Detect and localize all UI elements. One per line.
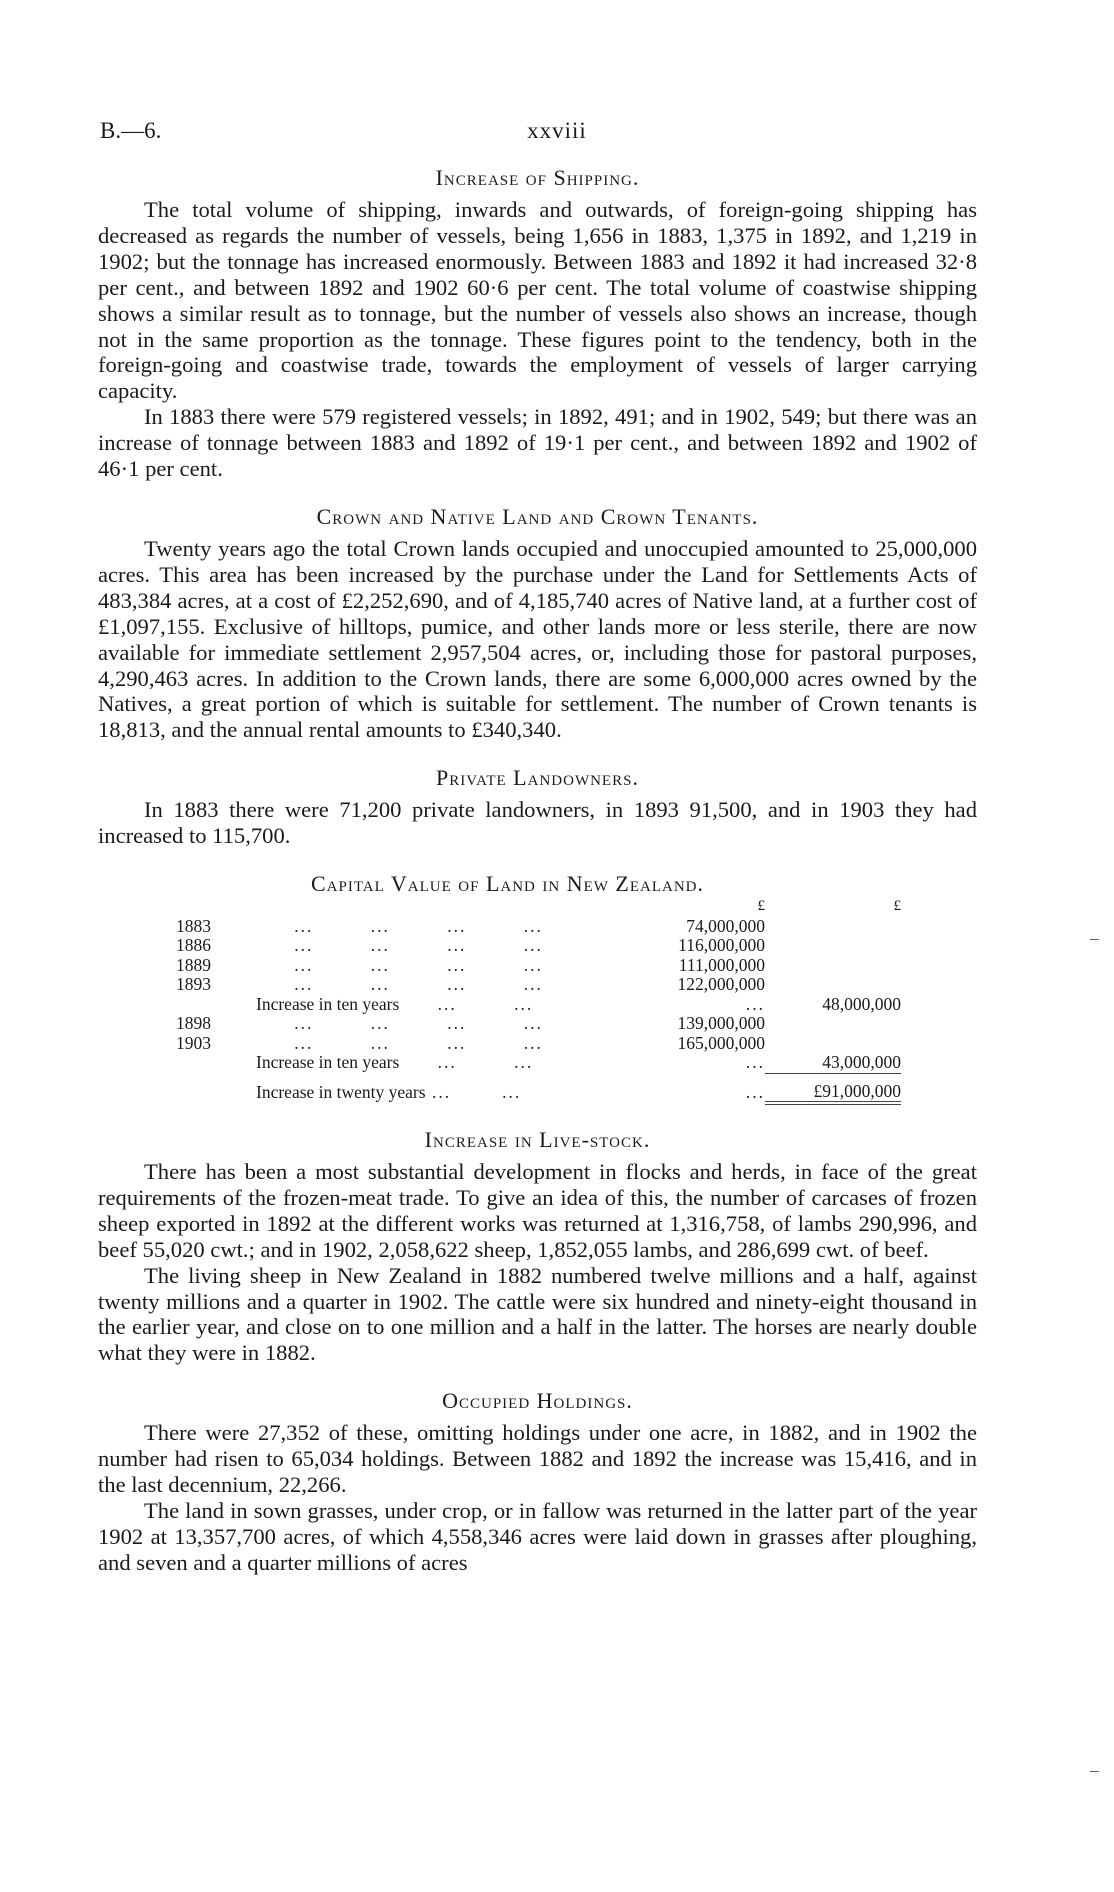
table-spacer-row: [176, 1073, 901, 1082]
row-increase: [765, 956, 901, 976]
total-label: Increase in twenty years ... ...: [256, 1081, 522, 1102]
paragraph-occupied-holdings-1: There were 27,352 of these, omitting holdings under one acre, in 1882, and in 1902 the number had risen to 65,034 holdings. Between 1882 and 1892 the increase was 15,416, and in the last decennium, 22,266.: [98, 1420, 977, 1498]
paragraph-shipping-1: The total volume of shipping, inwards and outwards, of foreign-going shipping has decreased as regards the number of vessels, being 1,656 in 1883, 1,375 in 1892, and 1,219 in 1902; but the tonnage has increased enormously. Between 1883 and 1892 it had increased 32·8 per cent., and between 1892 and 1902 60·6 per cent. The total volume of coastwise shipping shows a similar result as to tonnage, but the number of vessels also shows an increase, though not in the same proportion as the tonnage. These figures point to the tendency, both in the foreign-going and coastwise trade, towards the employment of vessels of larger carrying capacity.: [98, 197, 977, 404]
paragraph-live-stock-1: There has been a most substantial development in flocks and herds, in face of the great requirements of the frozen-meat trade. To give an idea of this, the number of carcases of frozen sheep exported in 1892 at the different works was returned at 1,316,758, of lambs 290,996, and beef 55,020 cwt.; and in 1902, 2,058,622 sheep, 1,852,055 lambs, and 286,699 cwt. of beef.: [98, 1159, 977, 1262]
row-year: 1903: [176, 1032, 211, 1053]
margin-mark: –: [1090, 928, 1099, 948]
row-label: Increase in ten years ... ...: [256, 1052, 534, 1073]
table-row: [176, 917, 901, 937]
table-row: [176, 1014, 901, 1034]
table-row: [176, 956, 901, 976]
row-value: ...: [745, 1052, 765, 1073]
row-year: 1886: [176, 935, 211, 956]
table-row: [176, 936, 901, 956]
row-leader: ... ... ... ...: [256, 974, 543, 995]
paragraph-private-landowners-1: In 1883 there were 71,200 private landowners, in 1893 91,500, and in 1903 they had increased to 115,700.: [98, 797, 977, 849]
row-leader: ... ... ... ...: [256, 915, 543, 936]
row-year: 1883: [176, 915, 211, 936]
row-leader: ... ... ... ...: [256, 1013, 543, 1034]
row-year: 1898: [176, 1013, 211, 1034]
row-leader: ... ... ... ...: [256, 954, 543, 975]
report-code: B.—6.: [100, 118, 162, 143]
table-row: [176, 995, 901, 1015]
row-increase: [765, 975, 901, 995]
page-number: xxviii: [527, 118, 587, 143]
row-increase: 43,000,000: [822, 1052, 901, 1073]
row-value: 74,000,000: [686, 915, 765, 936]
table-row: [176, 1034, 901, 1054]
total-label-text: Increase in twenty years: [256, 1081, 426, 1102]
row-value: ...: [745, 993, 765, 1014]
margin-mark: –: [1090, 1760, 1099, 1780]
unit-symbol: £: [893, 898, 901, 915]
section-heading-occupied-holdings: Occupied Holdings.: [442, 1388, 633, 1414]
row-year: [176, 1053, 256, 1073]
table-row: [176, 975, 901, 995]
table-unit-row: [176, 897, 901, 917]
row-label: Increase in ten years ... ...: [256, 993, 534, 1014]
paragraph-occupied-holdings-2: The land in sown grasses, under crop, or in fallow was returned in the latter part of the year 1902 at 13,357,700 acres, of which 4,558,346 acres were laid down in grasses after ploughing, and seven and a quarter millions of acres: [98, 1498, 977, 1575]
row-increase: [765, 917, 901, 937]
row-value: 165,000,000: [677, 1032, 765, 1053]
unit-symbol: £: [757, 898, 765, 915]
row-label-text: Increase in ten years: [256, 1052, 400, 1073]
row-increase: [765, 936, 901, 956]
row-year: [176, 995, 256, 1015]
paragraph-live-stock-2: The living sheep in New Zealand in 1882 numbered twelve millions and a half, against twenty millions and a quarter in 1902. The cattle were six hundred and ninety-eight thousand in the earlier year, and close on to one million and a half in the latter. The horses are nearly double what they were in 1882.: [98, 1262, 977, 1366]
row-value: ...: [745, 1081, 765, 1102]
table-total-row: [176, 1082, 901, 1104]
page-content: [98, 165, 977, 1576]
section-heading-live-stock: Increase in Live-stock.: [424, 1127, 651, 1153]
row-value: 139,000,000: [677, 1013, 765, 1034]
section-heading-shipping: Increase of Shipping.: [435, 165, 640, 190]
row-leader: ... ... ... ...: [256, 935, 543, 956]
row-leader: ... ... ... ...: [256, 1032, 543, 1053]
row-value: 116,000,000: [678, 935, 765, 956]
row-increase: [765, 1014, 901, 1034]
row-year: 1889: [176, 954, 211, 975]
paragraph-shipping-2: In 1883 there were 579 registered vessels; in 1892, 491; and in 1902, 549; but there was an increase of tonnage between 1883 and 1892 of 19·1 per cent., and between 1892 and 1902 of 46·1 per cent.: [98, 404, 977, 482]
row-value: 122,000,000: [677, 974, 765, 995]
row-increase: [765, 1034, 901, 1054]
section-heading-crown-land: Crown and Native Land and Crown Tenants.: [316, 503, 759, 529]
row-year: 1893: [176, 974, 211, 995]
table-row: [176, 1053, 901, 1073]
row-increase: 48,000,000: [822, 993, 901, 1014]
row-value: 111,000,000: [678, 954, 765, 975]
table-title-capital-value: Capital Value of Land in New Zealand.: [310, 871, 705, 897]
capital-value-table: [176, 897, 901, 1105]
total-value: £91,000,000: [765, 1082, 901, 1104]
row-label-text: Increase in ten years: [256, 993, 400, 1014]
section-heading-private-landowners: Private Landowners.: [436, 765, 639, 791]
paragraph-crown-land-1: Twenty years ago the total Crown lands occupied and unoccupied amounted to 25,000,000 acres. This area has been increased by the purchase under the Land for Settlements Acts of 483,384 acres, at a cost of £2,252,690, and of 4,185,740 acres of Native land, at a further cost of £1,097,155. Exclusive of hilltops, pumice, and other lands more or less sterile, there are now available for immediate settlement 2,957,504 acres, or, including those for pastoral purposes, 4,290,463 acres. In addition to the Crown lands, there are some 6,000,000 acres owned by the Natives, a great portion of which is suitable for settlement. The number of Crown tenants is 18,813, and the annual rental amounts to £340,340.: [98, 535, 977, 743]
